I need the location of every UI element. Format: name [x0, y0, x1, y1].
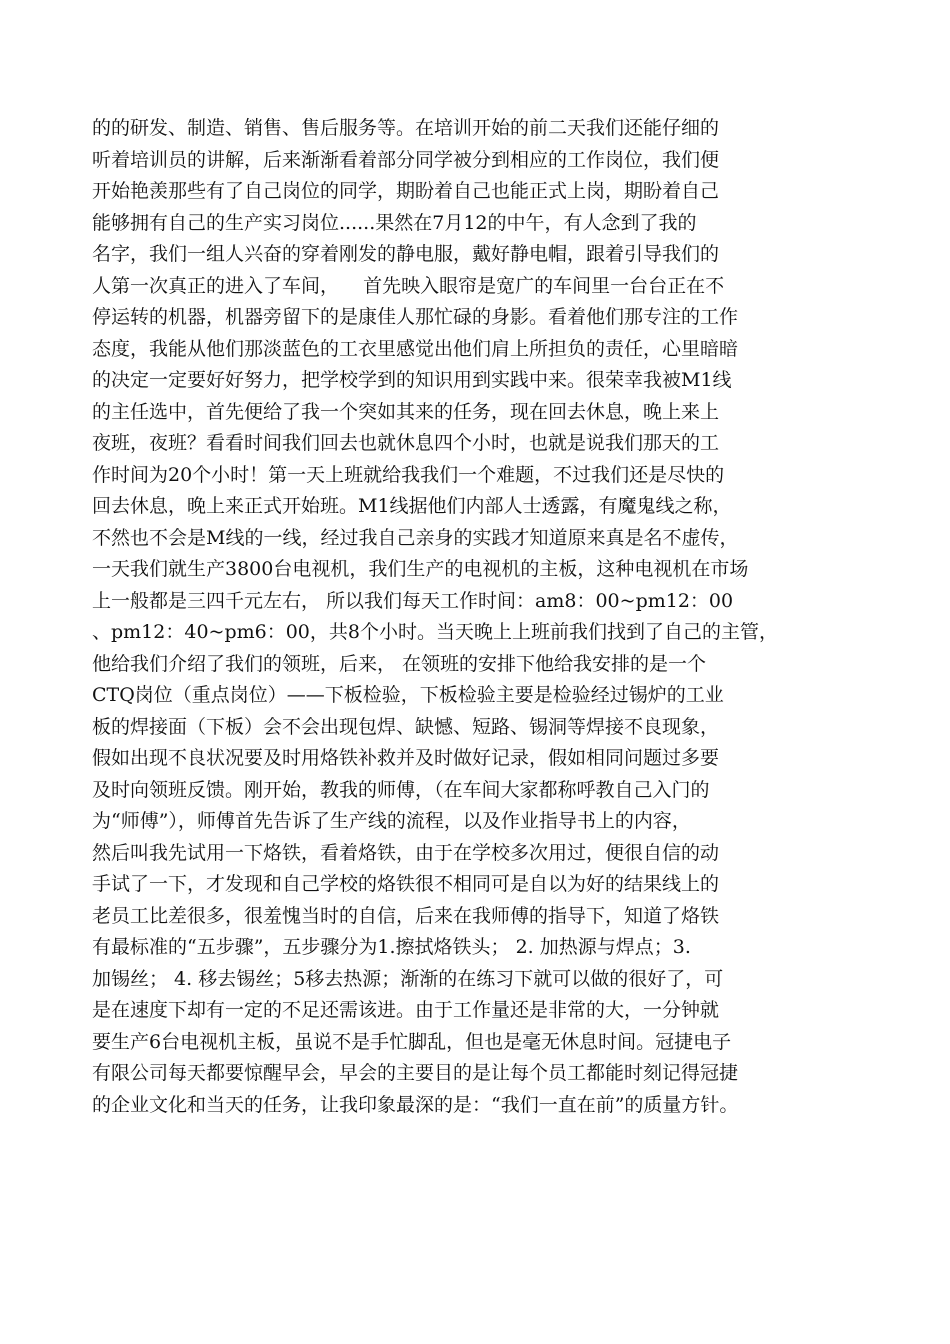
- text-line: 作时间为20个小时！第一天上班就给我我们一个难题，不过我们还是尽快的: [92, 463, 725, 486]
- text-line: 听着培训员的讲解，后来渐渐看着部分同学被分到相应的工作岗位，我们便: [92, 148, 720, 171]
- text-line: 夜班，夜班？看看时间我们回去也就休息四个小时，也就是说我们那天的工: [92, 432, 720, 454]
- text-line: 不然也不会是M线的一线，经过我自己亲身的实践才知道原来真是名不虚传，: [92, 526, 739, 549]
- text-line: 老员工比差很多，很羞愧当时的自信，后来在我师傅的指导下，知道了烙铁: [92, 904, 720, 927]
- text-line: 加锡丝； 4. 移去锡丝；5移去热源；渐渐的在练习下就可以做的很好了，可: [92, 967, 724, 990]
- text-line: 的企业文化和当天的任务，让我印象最深的是：“我们一直在前”的质量方针。: [92, 1093, 739, 1116]
- text-line: 的决定一定要好好努力，把学校学到的知识用到实践中来。很荣幸我被M1线: [92, 369, 732, 391]
- text-line: 有最标准的“五步骤”，五步骤分为1.擦拭烙铁头； 2. 加热源与焊点；3.: [92, 936, 691, 958]
- text-line: 、pm12：40~pm6：00，共8个小时。当天晚上上班前我们找到了自己的主管，: [92, 621, 778, 643]
- text-line: 态度，我能从他们那淡蓝色的工衣里感觉出他们肩上所担负的责任，心里暗暗: [92, 337, 739, 360]
- text-line: 开始艳羡那些有了自己岗位的同学，期盼着自己也能正式上岗，期盼着自己: [92, 180, 720, 202]
- text-line: 一天我们就生产3800台电视机，我们生产的电视机的主板，这种电视机在市场: [92, 558, 749, 580]
- text-line: 的的研发、制造、销售、售后服务等。在培训开始的前二天我们还能仔细的: [92, 117, 720, 139]
- text-line: 假如出现不良状况要及时用烙铁补救并及时做好记录，假如相同问题过多要: [92, 747, 720, 769]
- text-line: 要生产6台电视机主板，虽说不是手忙脚乱，但也是毫无休息时间。冠捷电子: [92, 1030, 732, 1053]
- text-line: 他给我们介绍了我们的领班，后来， 在领班的安排下他给我安排的是一个: [92, 652, 707, 675]
- text-line: CTQ岗位（重点岗位）——下板检验，下板检验主要是检验经过锡炉的工业: [92, 684, 724, 706]
- text-line: 及时向领班反馈。刚开始，教我的师傅，（在车间大家都称呼教自己入门的: [92, 778, 710, 801]
- body-text: [92, 113, 882, 1121]
- text-line: 的主任选中，首先便给了我一个突如其来的任务，现在回去休息，晚上来上: [92, 400, 720, 423]
- text-line: 能够拥有自己的生产实习岗位......果然在7月12的中午，有人念到了我的: [92, 211, 697, 234]
- text-line: 回去休息，晚上来正式开始班。M1线据他们内部人士透露，有魔鬼线之称，: [92, 495, 732, 517]
- text-line: 名字，我们一组人兴奋的穿着刚发的静电服，戴好静电帽，跟着引导我们的: [92, 243, 720, 265]
- text-line: 人第一次真正的进入了车间， 首先映入眼帘是宽广的车间里一台台正在不: [92, 274, 725, 297]
- text-line: 有限公司每天都要惊醒早会，早会的主要目的是让每个员工都能时刻记得冠捷: [92, 1062, 739, 1084]
- text-line: 停运转的机器，机器旁留下的是康佳人那忙碌的身影。看着他们那专注的工作: [92, 306, 739, 328]
- text-line: 板的焊接面（下板）会不会出现包焊、缺憾、短路、锡洞等焊接不良现象，: [92, 715, 720, 738]
- text-line: 手试了一下，才发现和自己学校的烙铁很不相同可是自以为好的结果线上的: [92, 873, 720, 895]
- text-line: 上一般都是三四千元左右， 所以我们每天工作时间：am8：00~pm12：00: [92, 589, 734, 612]
- text-line: 然后叫我先试用一下烙铁，看着烙铁，由于在学校多次用过，便很自信的动: [92, 841, 720, 864]
- text-line: 为“师傅”），师傅首先告诉了生产线的流程，以及作业指导书上的内容，: [92, 810, 691, 832]
- text-line: 是在速度下却有一定的不足还需该进。由于工作量还是非常的大，一分钟就: [92, 999, 720, 1021]
